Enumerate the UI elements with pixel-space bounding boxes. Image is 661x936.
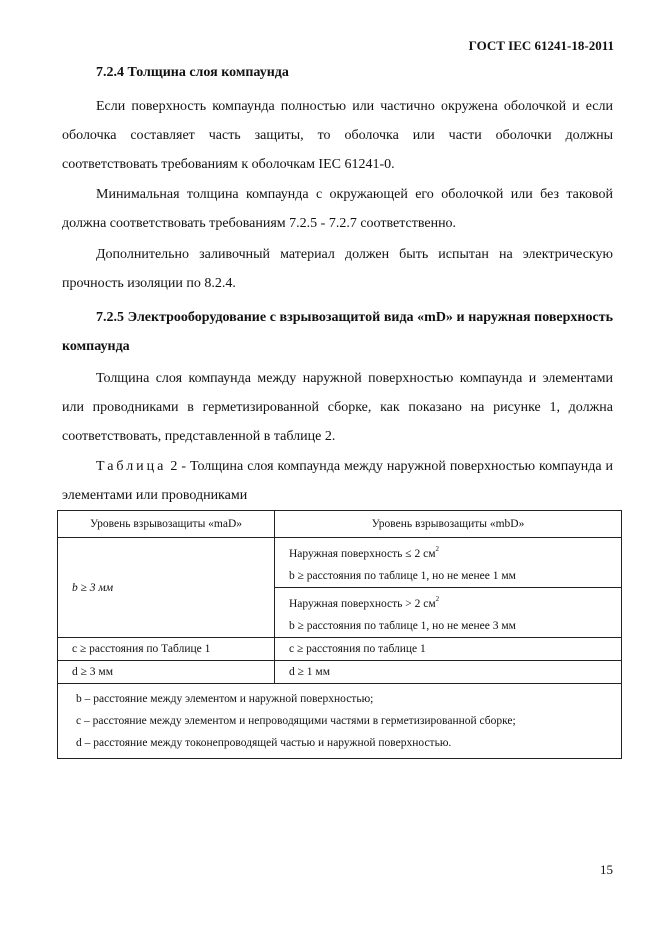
table-cell-mbd-b-small-line1: Наружная поверхность ≤ 2 $см^2$ <box>289 545 439 560</box>
table-header-mad: Уровень взрывозащиты «maD» <box>58 511 275 538</box>
table-notes <box>58 684 622 759</box>
table-header-mbd: Уровень взрывозащиты «mbD» <box>275 511 622 538</box>
table-cell-mbd-b-large-line2: b ≥ расстояния по таблице 1, но не менее 3 мм <box>289 620 516 632</box>
table-cell-mad-c: c ≥ расстояния по Таблице 1 <box>58 638 275 661</box>
section-7-2-4-paragraph-3: Дополнительно заливочный материал должен быть испытан на электрическую прочность изоляции по 8.2.4. <box>62 247 613 291</box>
document-header: ГОСТ IEC 61241-18-2011 <box>468 38 614 53</box>
page-number: 15 <box>600 862 613 877</box>
compound-thickness-table <box>57 510 622 759</box>
table-cell-mbd-d: d ≥ 1 мм <box>275 661 622 684</box>
table-cell-mbd-b-large <box>275 588 622 638</box>
table-caption-label: Таблица <box>96 459 167 474</box>
table-caption <box>62 452 613 510</box>
table-cell-mad-d: d ≥ 3 мм <box>58 661 275 684</box>
table-cell-mbd-b-large-line1: Наружная поверхность > 2 $см^2$ <box>289 595 440 610</box>
table-cell-mad-b <box>58 538 275 638</box>
section-7-2-4-paragraph-1: Если поверхность компаунда полностью или частично окружена оболочкой и если оболочка составляет часть защиты, то оболочка или части оболочки должны соответствовать требованиям к оболочкам IEC 61241-0. <box>62 99 613 172</box>
section-7-2-5-paragraph-1: Толщина слоя компаунда между наружной поверхностью компаунда и элементами или проводниками в герметизированной сборке, как показано на рисунке 1, должна соответствовать, представленной в таблице 2. <box>62 371 613 444</box>
table-note-b: b – расстояние между элементом и наружной поверхностью; <box>76 693 374 705</box>
table-note-c: c – расстояние между элементом и непроводящими частями в герметизированной сборке; <box>76 715 516 727</box>
table-cell-mbd-b-small <box>275 538 622 588</box>
table-cell-mad-b-text: b ≥ 3 мм <box>72 581 114 594</box>
section-7-2-4-title: 7.2.4 Толщина слоя компаунда <box>96 65 289 80</box>
table-caption-text: 2 - Толщина слоя компаунда между наружной поверхностью компаунда и элементами или проводниками <box>62 459 614 503</box>
table-note-d: d – расстояние между токонепроводящей частью и наружной поверхностью. <box>76 737 452 749</box>
table-cell-mbd-c: c ≥ расстояния по таблице 1 <box>275 638 622 661</box>
section-7-2-5-title: 7.2.5 Электрооборудование с взрывозащитой вида «mD» и наружная поверхность компаунда <box>62 310 613 354</box>
section-7-2-4-paragraph-2: Минимальная толщина компаунда с окружающей его оболочкой или без таковой должна соответствовать требованиям 7.2.5 - 7.2.7 соответственно. <box>62 187 613 231</box>
table-cell-mbd-b-small-line2: b ≥ расстояния по таблице 1, но не менее 1 мм <box>289 570 516 582</box>
